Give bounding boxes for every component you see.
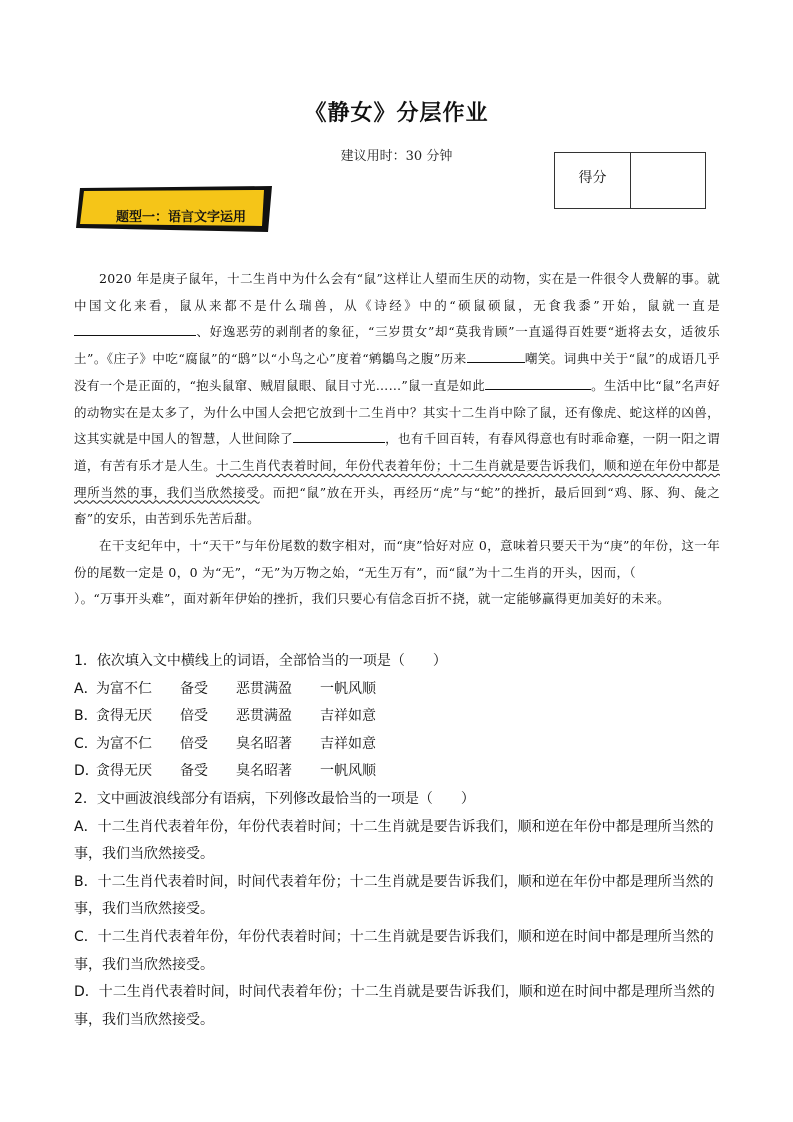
page-title: 《静女》分层作业: [304, 100, 489, 126]
q1-option-a[interactable]: [74, 676, 722, 704]
option-word: 臭名昭著: [236, 763, 292, 780]
option-word: 为富不仁: [96, 680, 152, 697]
blank-3: [485, 375, 591, 390]
question-list: [74, 648, 722, 1034]
option-word: 一帆风顺: [320, 680, 376, 697]
blank-2: [467, 348, 525, 363]
option-label: A．: [74, 680, 98, 697]
q1-option-d[interactable]: [74, 758, 722, 786]
passage-text: 。而把“鼠”放在开头，再经历“虎”与“蛇”的挫折，最后回到“鸡、豚、狗、彘之畜”的安乐，由苦到乐先苦后甜。: [74, 484, 720, 527]
suggested-time: 建议用时：30 分钟: [340, 149, 453, 164]
option-word: 臭名昭著: [236, 735, 292, 752]
option-word: 吉祥如意: [320, 708, 376, 725]
q2-option-c[interactable]: C．十二生肖代表着年份，年份代表着时间；十二生肖就是要告诉我们，顺和逆在时间中都是理所当然的事，我们当欣然接受。: [74, 928, 714, 973]
blank-4: [293, 428, 385, 443]
paren-open: （: [629, 564, 636, 580]
passage-text: 2020 年是庚子鼠年，十二生肖中为什么会有“鼠”这样让人望而生厌的动物，实在是一件很令人费解的事。就中国文化来看，鼠从来都不是什么瑞兽，从《诗经》中的“硕鼠硕鼠，无食我黍”开始，鼠就一直是: [74, 271, 720, 313]
option-word: 恶贯满盈: [236, 708, 292, 725]
option-label: C．: [74, 735, 98, 752]
option-word: 一帆风顺: [320, 763, 376, 780]
passage-text: 嘲笑。词典中关于“鼠”的成语几乎没有一个是正面的，“抱头鼠窜、贼眉鼠眼、鼠目寸光……”鼠一直是如此: [74, 351, 720, 393]
passage-text: 。生活中比“鼠”名声好的动物实在是太多了，为什么中国人会把它放到十二生肖中？其实十二生肖中除了鼠，还有像虎、蛇这样的凶兽，这其实就是中国人的智慧，人世间除了: [74, 377, 720, 447]
passage-paragraph-1: [74, 266, 720, 533]
option-word: 备受: [180, 680, 208, 697]
q2-option-d[interactable]: D．十二生肖代表着时间，时间代表着年份；十二生肖就是要告诉我们，顺和逆在时间中都是理所当然的事，我们当欣然接受。: [74, 984, 715, 1028]
question-2: 2．文中画波浪线部分有语病，下列修改最恰当的一项是（ ）: [74, 790, 475, 807]
score-value-field[interactable]: [631, 153, 705, 208]
passage-text: ，也有千回百转，有春风得意也有时乖命蹇，一阴一阳之谓道，有苦有乐才是人生。: [74, 431, 720, 473]
wavy-underlined-sentence: 十二生肖代表着时间，年份代表着年份；十二生肖就是要告诉我们，顺和逆在年份中都是理所当然的事，我们当欣然接受: [74, 457, 720, 500]
option-word: 倍受: [180, 708, 208, 725]
q2-option-a[interactable]: A．十二生肖代表着年份，年份代表着时间；十二生肖就是要告诉我们，顺和逆在年份中都是理所当然的事，我们当欣然接受。: [74, 818, 714, 863]
passage-text: 在干支纪年中，十“天干”与年份尾数的数字相对，而“庚”恰好对应 0，意味着只要天干为“庚”的年份，这一年份的尾数一定是 0，0 为“无”，“无”为万物之始，“无生万有”，而“鼠”为十二生肖的开头，因而，: [74, 538, 720, 580]
blank-1: [74, 321, 196, 336]
q1-option-c[interactable]: [74, 731, 722, 759]
score-label: 得分: [555, 153, 631, 208]
passage-paragraph-2: [74, 533, 720, 613]
option-word: 贪得无厌: [96, 708, 152, 725]
reading-passage: [74, 266, 720, 613]
section-heading: 题型一：语言文字运用: [116, 210, 247, 225]
option-word: 恶贯满盈: [236, 680, 292, 697]
option-word: 贪得无厌: [96, 763, 152, 780]
option-label: B．: [74, 708, 98, 725]
passage-text: 。“万事开头难”，面对新年伊始的挫折，我们只要心有信念百折不挠，就一定能够赢得更加美好的未来。: [80, 591, 670, 607]
option-word: 吉祥如意: [320, 735, 376, 752]
question-1: 1．依次填入文中横线上的词语，全部恰当的一项是（ ）: [74, 653, 447, 669]
q2-option-b[interactable]: B．十二生肖代表着时间，时间代表着年份；十二生肖就是要告诉我们，顺和逆在年份中都是理所当然的事，我们当欣然接受。: [74, 873, 714, 918]
passage-text: 、好逸恶劳的剥削者的象征，“三岁贯女”却“莫我肯顾”一直遥得百姓要“逝将去女，适彼乐土”。《庄子》中吃“腐鼠”的“鸱”以“小鸟之心”度着“鹓鶵鸟之腹”历来: [74, 324, 720, 367]
q1-option-b[interactable]: [74, 703, 722, 731]
option-word: 备受: [180, 763, 208, 780]
option-label: D．: [74, 763, 99, 780]
paren-close: ）: [74, 591, 81, 607]
option-word: 倍受: [180, 735, 208, 752]
score-box: [554, 152, 706, 209]
option-word: 为富不仁: [96, 735, 152, 752]
